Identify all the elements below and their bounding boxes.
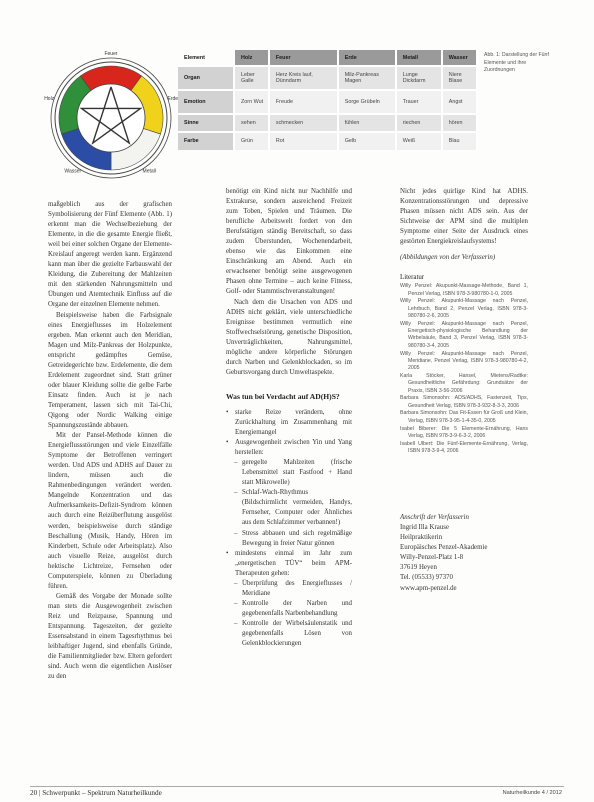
sub-list-item: – Kontrolle der Narben und gegebenenfalls Narbenbehandlung [226, 599, 352, 619]
table-cell: Rot [269, 132, 338, 150]
element-label: Holz [44, 95, 55, 102]
table-cell: hören [442, 114, 477, 132]
table-header-cell: Metall [396, 50, 442, 66]
section-heading: Was tun bei Verdacht auf AD(H)S? [226, 391, 340, 401]
table-cell: fühlen [338, 114, 396, 132]
literature-entry: Karla Stöcker, Hansel, Mietens/Radtke: Gesundheitliche Gefährdung: Grundsätze der Praxis, ISBN 3-56-2006 [400, 372, 528, 394]
table-cell: Blau [442, 132, 477, 150]
five-elements-wheel [44, 48, 179, 182]
literature-entry: Willy Penzel: Akupunkt-Massage nach Penzel, Meridiane, Penzel Verlag, ISBN 978-3-980780-4-2, 2005 [400, 350, 528, 372]
sub-list-item: – Kontrolle der Wirbelsäulenstatik und gegebenenfalls Lösen von Gelenkblockierungen [226, 619, 352, 649]
element-label: Wasser [64, 168, 82, 175]
footer-divider [30, 786, 564, 787]
figure-caption: Abb. 1: Darstellung der Fünf Elemente und ihre Zuordnungen [484, 52, 549, 73]
list-item: • mindestens einmal im Jahr zum „energetischen TÜV“ beim APM-Therapeuten gehen: [226, 549, 352, 579]
table-cell: Milz-Pankreas Magen [338, 66, 396, 90]
literature-entry: Barbara Simonsohn: ADS/ADHS, Fastenzeit, Tips, Gesundheit Verlag, ISBN 978-3-932-8-3-3, 2006 [400, 395, 528, 409]
literature-entry: Willy Penzel: Akupunkt-Massage nach Penzel, Energetisch-physiologische Behandlung der Wirbelsäule, Band 3, Penzel Verlag, ISBN 978-3-980780-3-4, 2005 [400, 320, 528, 349]
photo-credit: (Abbildungen von der Verfasserin) [400, 254, 496, 262]
element-label: Erde [167, 95, 179, 102]
conclusion-paragraph: Nicht jedes quirlige Kind hat ADHS. Konzentrationsstörungen und depressive Phasen müssen nicht ADS sein. Aus der Sichtweise der APM sind die multiplen Symptome einer Seite der Ausdruck eines gestörten Energiekreislaufsystems! [400, 188, 528, 246]
footer-issue: Naturheilkunde 4 / 2012 [502, 790, 562, 796]
table-cell: Freude [269, 90, 338, 114]
table-cell: Zorn Wut [234, 90, 269, 114]
table-row [178, 132, 477, 150]
sub-list-item: – Schlaf-Wach-Rhythmus (Bildschirmlicht vermeiden, Handys, Fernseher, Computer oder Ähnliches aus dem Schlafzimmer verbannen!) [226, 488, 352, 528]
author-heading: Anschrift der Verfasserin [400, 514, 469, 522]
table-row [178, 114, 477, 132]
author-line: Willy-Penzel-Platz 1-8 [400, 554, 464, 562]
body-paragraph: maßgeblich aus der grafischen Symbolisierung der Fünf Elemente (Abb. 1) erkennt man die Wechselbeziehung der Elemente, in die die gesamte Energie fließt, weil bei einer solchen Organe der Elemente-Kreislauf angeregt werden kann. Ergänzend kann man über die gezielte Farbauswahl der Kleidung, die Zubereitung der Mahlzeiten mit den stärkenden Nahrungsmitteln und Übungen und Atemtechnik Einfluss auf die Organe der einzelnen Elemente nehmen. [48, 201, 172, 309]
body-paragraph: benötigt ein Kind nicht nur Nachhilfe und Extrakurse, sondern ausreichend Freizeit zum Toben, Spielen und Träumen. Die berufliche Arbeitswelt fordert von den Berufstätigen ständig Bereitschaft, so dass zudem Überstunden, Wochenendarbeit, ebenso wie das Einkommen eine Einschränkung am Abend. Auch ein erwachsener benötigt seine ausgewogenen Phasen ohne Termine – auch keine Fitness, Golf- oder Stammtischveranstaltungen! [226, 188, 352, 296]
article-column-2 [226, 187, 352, 649]
table-header-cell: Wasser [442, 50, 477, 66]
table-row-label: Emotion [178, 90, 234, 114]
table-row [178, 90, 477, 114]
author-line: Tel. (05533) 97370 [400, 574, 453, 582]
author-line: Europäisches Penzel-Akademie [400, 544, 488, 552]
list-item: • starke Reize verändern, ohne Zurückhaltung im Zusammenhang mit Energiemangel [226, 408, 352, 438]
element-label: Metall [142, 168, 156, 175]
table-cell: Trauer [396, 90, 442, 114]
author-line: Heilpraktikerin [400, 534, 443, 542]
table-header-cell: Holz [234, 50, 269, 66]
literature-entry: Willy Penzel: Akupunkt-Massage nach Penzel, Lehrbuch, Band 2, Penzel Verlag, ISBN 978-3-980780-2-6, 2005 [400, 298, 528, 320]
table-cell: Leber Galle [234, 66, 269, 90]
sub-list-item: – Überprüfung des Energieflusses / Meridiane [226, 579, 352, 599]
table-cell: Weiß [396, 132, 442, 150]
table-cell: Niere Blase [442, 66, 477, 90]
table-cell: Lunge Dickdarm [396, 66, 442, 90]
literature-entry: Willy Penzel: Akupunkt-Massage-Methode, Band 1, Penzel Verlag, ISBN 978-3-980780-1-0, 2005 [400, 283, 528, 297]
literature-heading: Literatur [400, 274, 425, 282]
table-cell: Herz Kreis lauf, Dünndarm [269, 66, 338, 90]
element-label: Feuer [104, 51, 118, 57]
footer-section-title: 20 | Schwerpunkt – Spektrum Naturheilkunde [30, 789, 162, 797]
table-header-row [178, 50, 477, 66]
article-column-3 [400, 187, 528, 594]
literature-entry: Barbara Simonsohn: Das Fit-Essen für Groß und Klein, Verlag, ISBN 978-3-95-1-4-35-0, 2005 [400, 410, 528, 424]
author-line: www.apm-penzel.de [400, 584, 457, 592]
wheel-inner [77, 84, 145, 152]
recommendation-list [226, 408, 352, 649]
five-elements-wheel-graphic [44, 48, 179, 182]
table-header-cell: Feuer [269, 50, 338, 66]
body-paragraph: Mit der Pansel-Methode können die Energieflussstörungen und viele Einzelfälle Symptome der Betroffenen verringert werden. Und ADS und ADHS auf Dauer zu lindern, müssen auch die Rahmenbedingungen verändert werden. Mangelnde Konzentration und das Aufmerksamkeits-Defizit-Syndrom können auch durch eine Reizüberflutung ausgelöst werden, beispielsweise durch ständige Beschallung (Musik, Handy, Hören im Kinderbett, Schule oder Arbeitsplatz). Also auch visuelle Reize, ausgelöst durch hektische Lichtreize, Fernsehen oder Computerspiele, können zu Überladung führen. [48, 432, 172, 590]
table-cell: Sorge Grübeln [338, 90, 396, 114]
author-line: 37619 Heyen [400, 564, 437, 572]
table-row [178, 66, 477, 90]
table-cell: Angst [442, 90, 477, 114]
author-line: Ingrid Illa Krause [400, 524, 449, 532]
five-elements-table [178, 50, 478, 150]
author-address [400, 523, 528, 593]
list-item: • Ausgewogenheit zwischen Yin und Yang herstellen: [226, 438, 352, 458]
table-row-label: Farbe [178, 132, 234, 150]
literature-list [400, 283, 528, 455]
literature-entry: Isabell Ulbert: Die Fünf-Elemente-Ernährung, Verlag, ISBN 978-3-9-4, 2006 [400, 440, 528, 454]
sub-list-item: – geregelte Mahlzeiten (frische Lebensmittel statt Fastfood + Hand statt Mikrowelle) [226, 458, 352, 488]
article-column-1 [48, 200, 172, 682]
literature-entry: Isabel Biberer: Die 5 Elemente-Ernährung, Hans Verlag, ISBN 978-3-9-6-3-2, 2006 [400, 425, 528, 439]
table-cell: sehen [234, 114, 269, 132]
sub-list-item: – Stress abbauen und sich regelmäßige Bewegung in freier Natur gönnen [226, 529, 352, 549]
table-cell: schmecken [269, 114, 338, 132]
body-paragraph: Beispielsweise haben die Farbsignale eines Energieflusses im Holzelement ergeben. Man erkennt auch den Meridian, Magen und Milz-Pankreas der Holzpunkte, entspricht gedämpftes Gemüse, Getreidegerichte bzw. Erdelemente, die dem Erdelement zugeordnet sind. Statt grüner oder blauer Kleidung sollte die gelbe Farbe Einsatz finden. Auch ist je nach Temperament, lassen sich mit Tai-Chi, Qigong oder Nordic Walking einige Spannungszustände abbauen. [48, 311, 172, 430]
body-paragraph: Nach dem die Ursachen von ADS und ADHS nicht geklärt, viele unterschiedliche Ereignisse bestimmen vermutlich eine Stoffwechselstörung, genetische Disposition, Unverträglichkeiten, Nahrungsmittel, mögliche andere körperliche Störungen durch Narben und Gelenkblockaden, so im Geburtsvorgang durch Umweltaspekte. [226, 298, 352, 376]
table-cell: Grün [234, 132, 269, 150]
table-header-cell: Element [178, 50, 234, 66]
table-header-cell: Erde [338, 50, 396, 66]
table-cell: Gelb [338, 132, 396, 150]
table-row-label: Organ [178, 66, 234, 90]
table-cell: riechen [396, 114, 442, 132]
table-row-label: Sinne [178, 114, 234, 132]
body-paragraph: Gemäß des Vorgabe der Monade sollte man stets die Ausgewogenheit zwischen Reiz und Reizpause, Spannung und Entspannung. Tageszeiten, der gezielte Essensabstand in einem Tagesrhythmus bei leibhaftiger Jugend, sind ebenfalls Gründe, die Familienmitglieder bzw. Eltern gefordert sind. Auch wenn die eigentlichen Auslöser zu den [48, 592, 172, 681]
